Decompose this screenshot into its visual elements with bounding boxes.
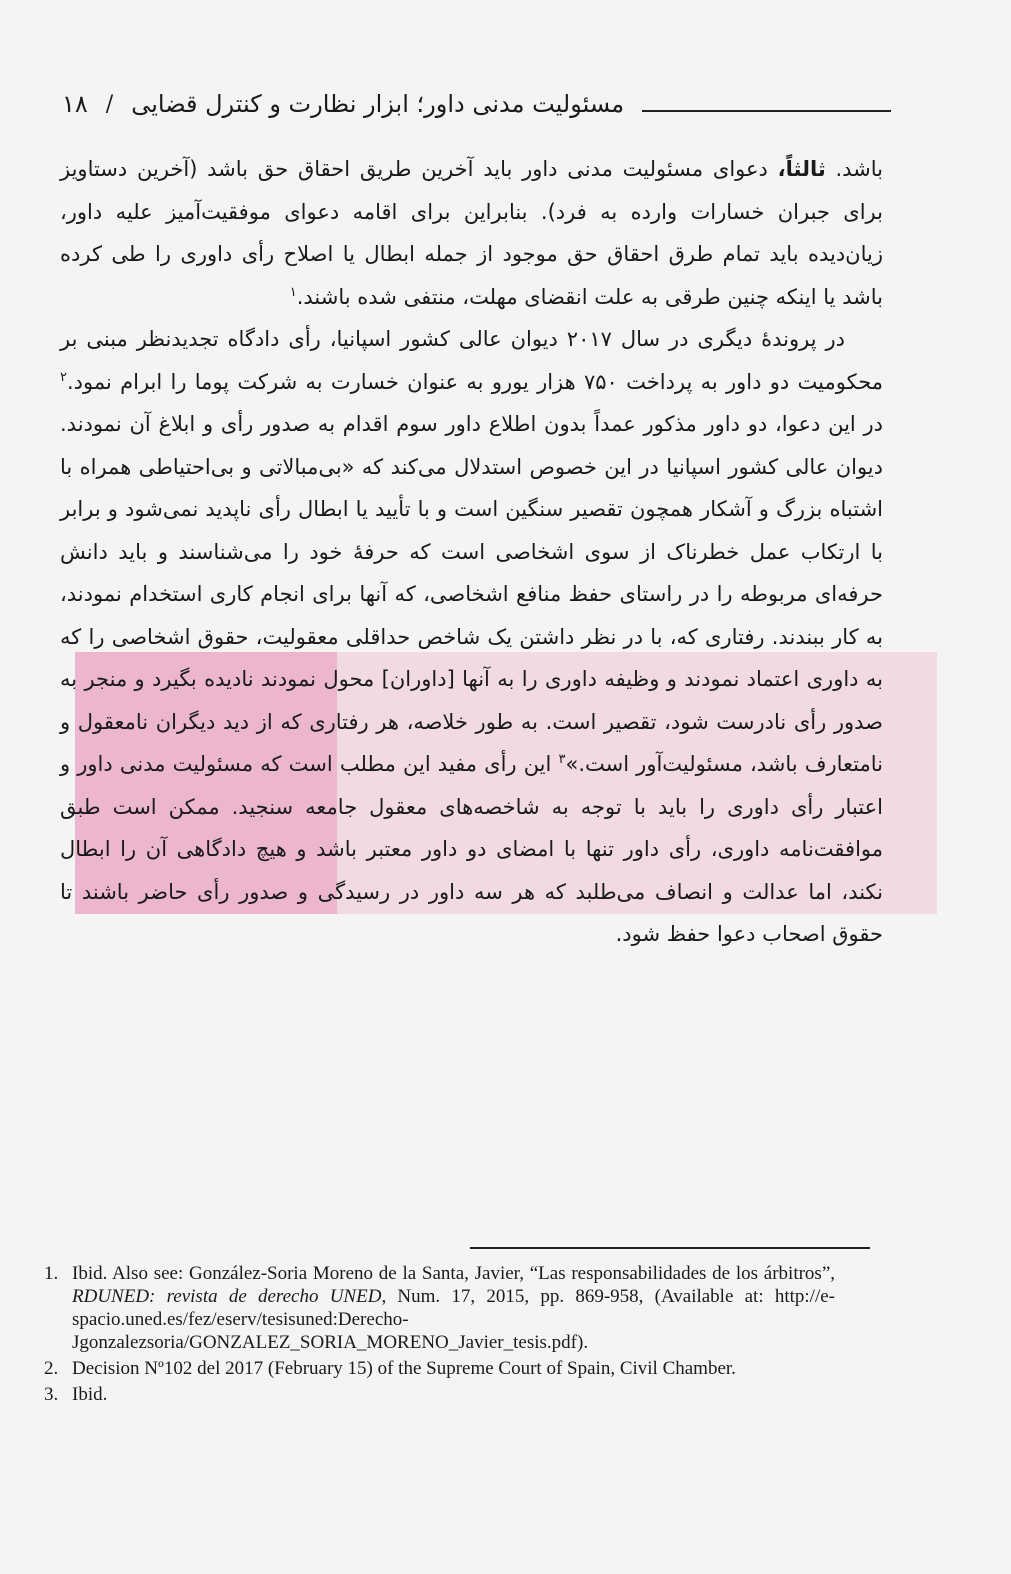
footnote-3: 3. Ibid. (44, 1384, 108, 1405)
paragraph-1: باشد. ثالثاً، دعوای مسئولیت مدنی داور باید آخرین طریق احقاق حق باشد (آخرین دستاویز برای جبران خسارات وارده به فرد). بنابراین برای اقامه دعوای موفقیت‌آمیز علیه داور، زیان‌دیده باید تمام طرق احقاق حق موجود از جمله ابطال یا اصلاح رأی داوری را طی کرده باشد یا اینکه چنین طرقی به علت انقضای مهلت، منتفی شده باشند.$^۱$ (60, 157, 884, 309)
main-text (60, 148, 883, 956)
header-separator: / (105, 91, 114, 117)
footnote-1: 1. Ibid. Also see: González-Soria Moreno de la Santa, Javier, “Las responsabilidades de los árbitros”, RDUNED: revista de derecho UNED, Num. 17, 2015, pp. 869-958, (Available at: http://e-spacio.uned.es/fez/eserv/tesisuned:Derecho-Jgonzalezsoria/GONZALEZ_SORIA_MORENO_Javier_tesis.pdf). (44, 1263, 835, 1353)
footnotes (44, 1262, 835, 1409)
bold-term: ثالثاً، (777, 157, 826, 181)
footnote-2: 2. Decision Nº102 del 2017 (February 15) of the Supreme Court of Spain, Civil Chamber. (44, 1358, 736, 1379)
page-number: ۱۸ (62, 90, 88, 118)
footnote-ref-1: ۱ (289, 284, 297, 300)
header-rule (642, 110, 891, 112)
running-title: مسئولیت مدنی داور؛ ابزار نظارت و کنترل قضایی (131, 90, 625, 118)
running-header (62, 84, 891, 124)
footnote-ref-2: ۲ (60, 369, 67, 385)
paragraph-2: در پروندهٔ دیگری در سال ۲۰۱۷ دیوان عالی کشور اسپانیا، رأی دادگاه تجدیدنظر مبنی بر محکومیت دو داور به پرداخت ۷۵۰ هزار یورو به عنوان خسارت به شرکت پوما را ابرام نمود.$^۲$ در این دعوا، دو داور مذکور عمداً بدون اطلاع داور سوم اقدام به صدور رأی و ابلاغ آن نمودند. دیوان عالی کشور اسپانیا در این خصوص استدلال می‌کند که «بی‌مبالاتی و بی‌احتیاطی همراه با اشتباه بزرگ و آشکار همچون تقصیر سنگین است و با تأیید یا ابطال رأی ناپدید نمی‌شود و برابر با ارتکاب عمل خطرناک از سوی اشخاصی است که حرفهٔ خود را می‌شناسند و باید دانش حرفه‌ای مربوطه را در راستای حفظ منافع اشخاصی، که آنها برای انجام کاری استخدام نمودند، به کار ببندند. رفتاری که، با در نظر داشتن یک شاخص حداقلی معقولیت، حقوق اشخاصی را که به داوری اعتماد نمودند و وظیفه داوری را به آنها [داوران] محول نمودند نادیده بگیرد و منجر به صدور رأی نادرست شود، تقصیر است. به طور خلاصه، هر رفتاری که از دید دیگران نامعقول و نامتعارف باشد، مسئولیت‌آور است.»$^۳$ این رأی مفید این مطلب است که مسئولیت مدنی داور و اعتبار رأی داوری را باید با توجه به شاخصه‌های معقول جامعه سنجید. ممکن است طبق موافقت‌نامه داوری، رأی داور تنها با امضای دو داور معتبر باشد و هیچ دادگاهی آن را ابطال نکند، اما عدالت و انصاف می‌طلبد که هر سه داور در رسیدگی و صدور رأی حاضر باشند تا حقوق اصحاب دعوا حفظ شود. (60, 327, 883, 946)
footnote-separator (470, 1247, 870, 1249)
footnote-ref-3: ۳ (558, 752, 566, 767)
